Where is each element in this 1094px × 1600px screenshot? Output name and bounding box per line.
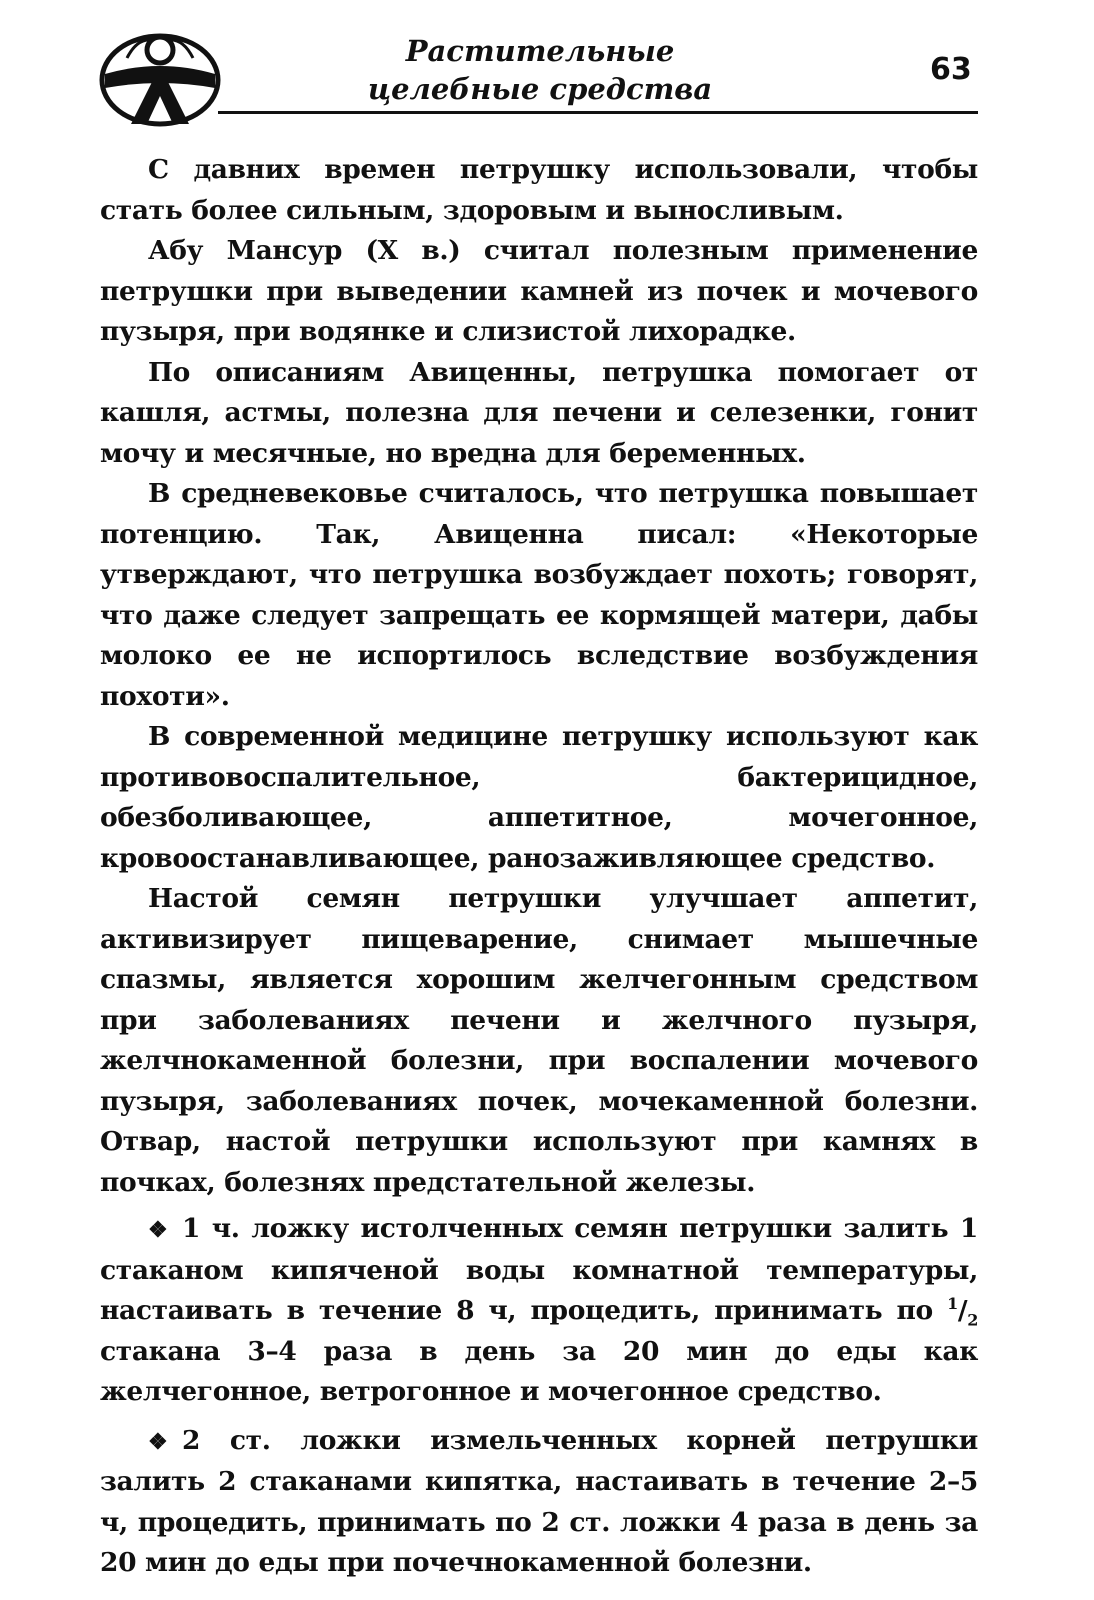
paragraph: В современной медицине петрушку используют как противовоспалительное, бактерицидное, обезболивающее, аппетитное, мочегонное, кровоостанавливающее, ранозаживляющее средство. — [100, 721, 978, 874]
recipe-item — [100, 1209, 978, 1413]
fraction-slash: / — [957, 1295, 968, 1326]
body-text — [100, 150, 978, 1584]
bullet-icon: ❖ — [148, 1217, 168, 1243]
page-header — [0, 0, 1094, 130]
recipe-item — [100, 1421, 978, 1584]
running-title-line-1: Растительные — [405, 34, 675, 68]
recipe-text-continued: стакана 3–4 раза в день за 20 мин до еды как желчегонное, ветрогонное и мочегонное средство. — [100, 1335, 978, 1407]
recipe-text: 1 ч. ложку истолченных семян петрушки залить 1 стаканом кипяченой воды комнатной температуры, настаивать в течение 8 ч, процедить, принимать по — [100, 1213, 978, 1326]
fraction-numerator: 1 — [947, 1294, 958, 1314]
running-title-line-2: целебные средства — [367, 72, 713, 106]
recipe-text: 2 ст. ложки измельченных корней петрушки залить 2 стаканами кипятка, настаивать в течение 2–5 ч, процедить, принимать по 2 ст. ложки 4 раза в день за 20 мин до еды при почечнокаменной болезни. — [100, 1424, 978, 1578]
paragraph: С давних времен петрушку использовали, чтобы стать более сильным, здоровым и выносливым. — [100, 154, 978, 226]
paragraph: По описаниям Авиценны, петрушка помогает от кашля, астмы, полезна для печени и селезенки, гонит мочу и месячные, но вредна для беременных. — [100, 356, 978, 469]
paragraph: В средневековье считалось, что петрушка повышает потенцию. Так, Авиценна писал: «Некоторые утверждают, что петрушка возбуждает похоть; говорят, что даже следует запрещать ее кормящей матери, дабы молоко ее не испортилось вследствие возбуждения похоти». — [100, 478, 978, 712]
page-number: 63 — [930, 52, 972, 87]
paragraph: Абу Мансур (X в.) считал полезным применение петрушки при выведении камней из почек и мочевого пузыря, при водянке и слизистой лихорадке. — [100, 235, 978, 347]
bullet-icon: ❖ — [148, 1428, 168, 1455]
paragraph: Настой семян петрушки улучшает аппетит, активизирует пищеварение, снимает мышечные спазмы, является хорошим желчегонным средством при заболеваниях печени и желчного пузыря, желчнокаменной болезни, при воспалении мочевого пузыря, заболеваниях почек, мочекаменной болезни. Отвар, настой петрушки используют при камнях в почках, болезнях предстательной железы. — [100, 883, 978, 1198]
header-rule — [218, 111, 978, 114]
stick-figure-logo-icon — [97, 28, 223, 128]
fraction-denominator: 2 — [967, 1310, 978, 1330]
running-title — [330, 32, 750, 108]
